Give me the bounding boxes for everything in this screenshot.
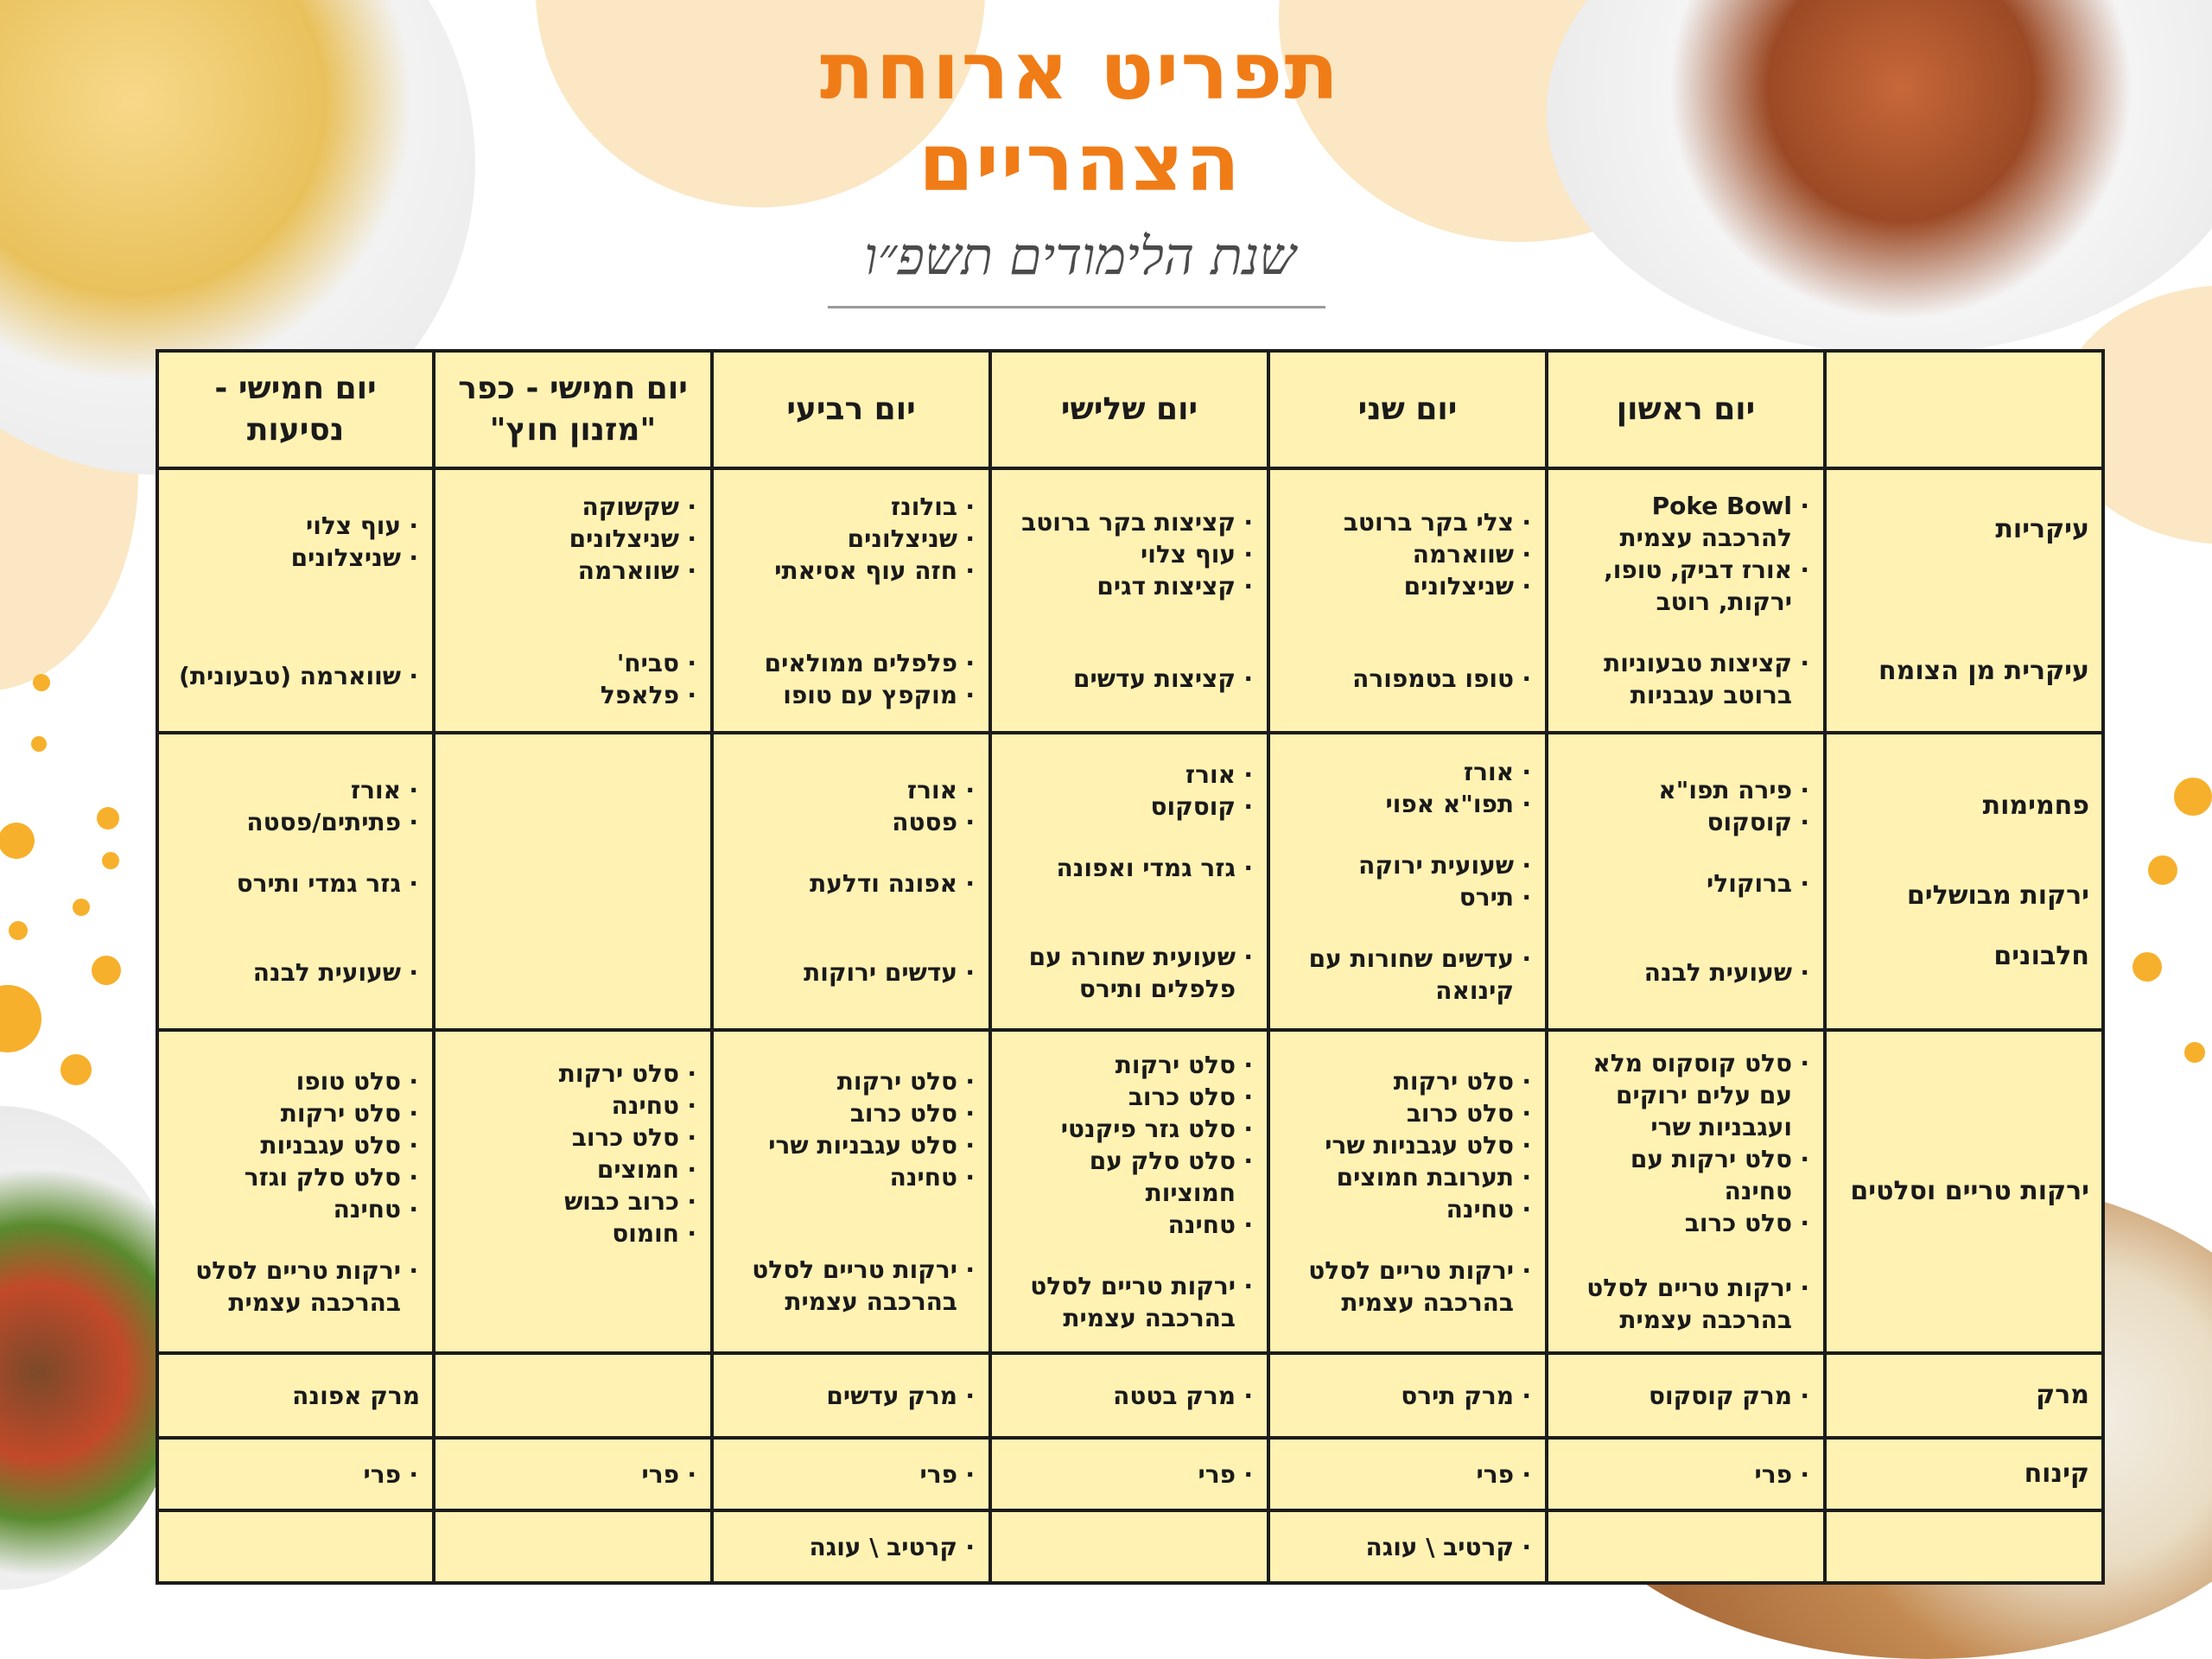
menu-item: · סלט כרוב: [448, 1122, 698, 1154]
fruit-cell-tuesday: [990, 1438, 1268, 1510]
day-header-wednesday: יום רביעי: [712, 351, 990, 468]
menu-item: · קרטיב \ עוגה: [726, 1531, 976, 1563]
menu-item: · קוסקוס: [1560, 806, 1811, 838]
menu-item: · שעועית ירוקה: [1282, 849, 1533, 881]
mains-cell-tuesday: [990, 468, 1268, 733]
menu-item: · גזר גמדי ואפונה: [1004, 852, 1255, 884]
page-subtitle: שנת הלימודים תשפ״ו: [864, 226, 1296, 287]
decorative-dot: [102, 852, 119, 869]
decorative-dot: [60, 1054, 92, 1085]
salads-cell-thursday-trips: [157, 1030, 434, 1353]
menu-item: · קוסקוס: [1004, 791, 1255, 823]
menu-item: · סלט כרוב: [1004, 1081, 1255, 1113]
sweet-cell-sunday: [1547, 1510, 1825, 1583]
menu-item: · עוף צלוי: [171, 510, 420, 542]
menu-item: · פתיתים/פסטה: [171, 806, 420, 838]
decorative-dot: [92, 956, 121, 985]
fruit-cell-monday: [1268, 1438, 1547, 1510]
menu-item: · שעועית לבנה: [171, 957, 420, 988]
day-header-sunday: יום ראשון: [1547, 351, 1825, 468]
menu-item: · טחינה: [1282, 1193, 1533, 1225]
fruit-row: [157, 1438, 2103, 1510]
sides-cell-thursday-village: [434, 733, 712, 1030]
menu-item: · סלט עגבניות: [171, 1129, 420, 1161]
header-divider: [828, 306, 1325, 308]
sweet-cell-monday: [1268, 1510, 1547, 1583]
sides-cell-monday: [1268, 733, 1547, 1030]
mains-cell-wednesday: [712, 468, 990, 733]
sides-cell-wednesday: [712, 733, 990, 1030]
decorative-dot: [2184, 1042, 2205, 1063]
menu-item: · שקשוקה: [448, 491, 698, 523]
soup-cell-thursday-village: [434, 1353, 712, 1438]
menu-item: · סלט ירקות: [726, 1065, 976, 1097]
menu-item: · סלט סלק עם חמוציות: [1004, 1145, 1255, 1209]
empty-corner-cell: [1825, 351, 2103, 468]
day-header-tuesday: יום שלישי: [990, 351, 1268, 468]
menu-item: · אורז: [1004, 759, 1255, 791]
mains-cell-sunday: [1547, 468, 1825, 733]
menu-item: · טחינה: [448, 1090, 698, 1122]
menu-item: · סלט עגבניות שרי: [726, 1129, 976, 1161]
sweet-row: [157, 1510, 2103, 1583]
category-dessert: קינוח: [1825, 1438, 2103, 1510]
sweet-cell-wednesday: [712, 1510, 990, 1583]
decorative-dot: [73, 899, 90, 916]
menu-item: · שניצלונים: [171, 542, 420, 574]
mains-cell-thursday-trips: [157, 468, 434, 733]
menu-item: · סלט טופו: [171, 1065, 420, 1097]
menu-item: · פרי: [1004, 1459, 1255, 1491]
menu-item: · כרוב כבוש: [448, 1185, 698, 1217]
mains-row: [157, 468, 2103, 733]
menu-item: · חזה עוף אסיאתי: [726, 555, 976, 587]
soup-cell-monday: [1268, 1353, 1547, 1438]
fruit-cell-wednesday: [712, 1438, 990, 1510]
menu-item: · בולונז: [726, 491, 976, 523]
sweet-cell-thursday-trips: [157, 1510, 434, 1583]
menu-item: · מוקפץ עם טופו: [726, 679, 976, 711]
menu-item: · פרי: [171, 1459, 420, 1491]
menu-item: · סלט כרוב: [1282, 1097, 1533, 1129]
menu-item: · אפונה ודלעת: [726, 868, 976, 899]
page-title-line2: הצהריים: [918, 117, 1243, 209]
menu-item: · עדשים שחורות עם קינואה: [1282, 943, 1533, 1007]
menu-item: · פסטה: [726, 806, 976, 838]
salads-cell-wednesday: [712, 1030, 990, 1353]
decorative-dot: [31, 736, 47, 752]
days-header-row: [157, 351, 2103, 468]
menu-item: · סלט גזר פיקנטי: [1004, 1113, 1255, 1145]
menu-table: [156, 349, 2105, 1585]
mains-cell-monday: [1268, 468, 1547, 733]
menu-item: · פרי: [448, 1459, 698, 1491]
decorative-dot: [0, 985, 41, 1052]
menu-item: · אורז: [1282, 756, 1533, 788]
menu-item: · סלט ירקות: [448, 1058, 698, 1090]
menu-item: · פירה תפו"א: [1560, 774, 1811, 806]
menu-item: · פרי: [1282, 1459, 1533, 1491]
menu-item: · Poke Bowl להרכבה עצמית: [1560, 490, 1811, 554]
fruit-cell-thursday-village: [434, 1438, 712, 1510]
menu-item: · צלי בקר ברוטב: [1282, 506, 1533, 538]
menu-item: · שניצלונים: [726, 523, 976, 555]
sweet-cell-thursday-village: [434, 1510, 712, 1583]
day-header-monday: יום שני: [1268, 351, 1547, 468]
menu-item: · שעועית לבנה: [1560, 957, 1811, 988]
menu-item: · סלט ירקות: [1282, 1065, 1533, 1097]
menu-item: · פרי: [726, 1459, 976, 1491]
menu-item: · אורז: [726, 774, 976, 806]
menu-item: מרק אפונה: [292, 1381, 420, 1410]
menu-item: · קציצות עדשים: [1004, 663, 1255, 695]
menu-item: · ירקות טריים לסלט בהרכבה עצמית: [1560, 1272, 1811, 1336]
decorative-dot: [33, 674, 50, 691]
salads-cell-sunday: [1547, 1030, 1825, 1353]
sides-cell-tuesday: [990, 733, 1268, 1030]
menu-item: · מרק עדשים: [726, 1380, 976, 1412]
menu-item: · טחינה: [171, 1193, 420, 1225]
category-starches: פחמימות: [1982, 791, 2089, 821]
category-soup: מרק: [1825, 1353, 2103, 1438]
menu-item: · שניצלונים: [1282, 570, 1533, 602]
day-header-thursday-trips: יום חמישי - נסיעות: [157, 351, 434, 468]
sides-cell-thursday-trips: [157, 733, 434, 1030]
mains-category-cell: [1825, 468, 2103, 733]
menu-item: · חומוס: [448, 1217, 698, 1249]
menu-item: · סלט ירקות עם טחינה: [1560, 1143, 1811, 1207]
decorative-dot: [97, 807, 119, 830]
sweet-category-cell: [1825, 1510, 2103, 1583]
mains-cell-thursday-village: [434, 468, 712, 733]
decorative-dot: [9, 921, 28, 940]
menu-item: · ירקות טריים לסלט בהרכבה עצמית: [171, 1255, 420, 1319]
menu-item: · ברוקולי: [1560, 868, 1811, 899]
menu-item: · שווארמה (טבעונית): [171, 660, 420, 692]
menu-item: · שניצלונים: [448, 523, 698, 555]
soup-cell-sunday: [1547, 1353, 1825, 1438]
menu-item: · קציצות בקר ברוטב: [1004, 506, 1255, 538]
menu-item: · סביח': [448, 647, 698, 679]
menu-item: · סלט סלק וגזר: [171, 1161, 420, 1193]
menu-item: · סלט קוסקוס מלא עם עלים ירוקים ועגבניות שרי: [1560, 1047, 1811, 1143]
menu-item: · ירקות טריים לסלט בהרכבה עצמית: [726, 1254, 976, 1318]
decorative-dot: [2148, 855, 2177, 885]
menu-item: · טחינה: [1004, 1209, 1255, 1241]
fruit-cell-sunday: [1547, 1438, 1825, 1510]
salads-cell-monday: [1268, 1030, 1547, 1353]
salads-cell-thursday-village: [434, 1030, 712, 1353]
menu-item: · סלט ירקות: [1004, 1049, 1255, 1081]
sweet-cell-tuesday: [990, 1510, 1268, 1583]
page-header: [691, 26, 1469, 287]
decorative-dot: [2174, 778, 2212, 816]
sides-category-cell: [1825, 733, 2103, 1030]
meatballs-dish-image: [1547, 0, 2212, 354]
menu-item: · מרק בטטה: [1004, 1380, 1255, 1412]
menu-item: · קציצות דגים: [1004, 570, 1255, 602]
soup-cell-thursday-trips: [157, 1353, 434, 1438]
soup-cell-wednesday: [712, 1353, 990, 1438]
sides-cell-sunday: [1547, 733, 1825, 1030]
category-salads: ירקות טריים וסלטים: [1825, 1030, 2103, 1353]
category-legumes: חלבונים: [1993, 941, 2089, 971]
soup-row: [157, 1353, 2103, 1438]
menu-item: · תערובת חמוצים: [1282, 1161, 1533, 1193]
menu-item: · פלאפל: [448, 679, 698, 711]
sides-row: [157, 733, 2103, 1030]
menu-item: · טחינה: [726, 1161, 976, 1193]
decorative-dot: [2133, 952, 2162, 982]
salads-cell-tuesday: [990, 1030, 1268, 1353]
menu-item: · גזר גמדי ותירס: [171, 868, 420, 899]
menu-item: · אורז: [171, 774, 420, 806]
soup-cell-tuesday: [990, 1353, 1268, 1438]
menu-item: · פרי: [1560, 1459, 1811, 1491]
menu-item: · אורז דביק, טופו, ירקות, רוטב: [1560, 554, 1811, 618]
menu-item: · ירקות טריים לסלט בהרכבה עצמית: [1282, 1255, 1533, 1319]
menu-item: · שעועית שחורה עם פלפלים ותירס: [1004, 941, 1255, 1005]
menu-item: · תפו"א אפוי: [1282, 788, 1533, 820]
menu-item: · מרק תירס: [1282, 1380, 1533, 1412]
menu-item: · חמוצים: [448, 1154, 698, 1185]
salads-row: [157, 1030, 2103, 1353]
menu-item: · סלט כרוב: [1560, 1207, 1811, 1239]
category-mains: עיקריות: [1995, 514, 2089, 544]
menu-item: · מרק קוסקוס: [1560, 1380, 1811, 1412]
menu-item: · סלט עגבניות שרי: [1282, 1129, 1533, 1161]
decorative-dot: [0, 823, 35, 859]
page-title-line1: תפריט ארוחת: [819, 25, 1341, 118]
menu-item: · טופו בטמפורה: [1282, 663, 1533, 695]
menu-item: · סלט ירקות: [171, 1097, 420, 1129]
category-cooked-veg: ירקות מבושלים: [1906, 880, 2089, 911]
menu-item: · קציצות טבעוניות ברוטב עגבניות: [1560, 647, 1811, 711]
menu-item: · שווארמה: [448, 555, 698, 587]
menu-item: · תירס: [1282, 881, 1533, 913]
fruit-cell-thursday-trips: [157, 1438, 434, 1510]
day-header-thursday-village: יום חמישי - כפר "מזנון חוץ": [434, 351, 712, 468]
menu-item: · עדשים ירוקות: [726, 957, 976, 988]
menu-item: · ירקות טריים לסלט בהרכבה עצמית: [1004, 1270, 1255, 1334]
menu-item: · קרטיב \ עוגה: [1282, 1531, 1533, 1563]
menu-item: · סלט כרוב: [726, 1097, 976, 1129]
menu-item: · שווארמה: [1282, 538, 1533, 570]
category-veg-main: עיקרית מן הצומח: [1878, 656, 2089, 686]
menu-item: · עוף צלוי: [1004, 538, 1255, 570]
menu-item: · פלפלים ממולאים: [726, 647, 976, 679]
